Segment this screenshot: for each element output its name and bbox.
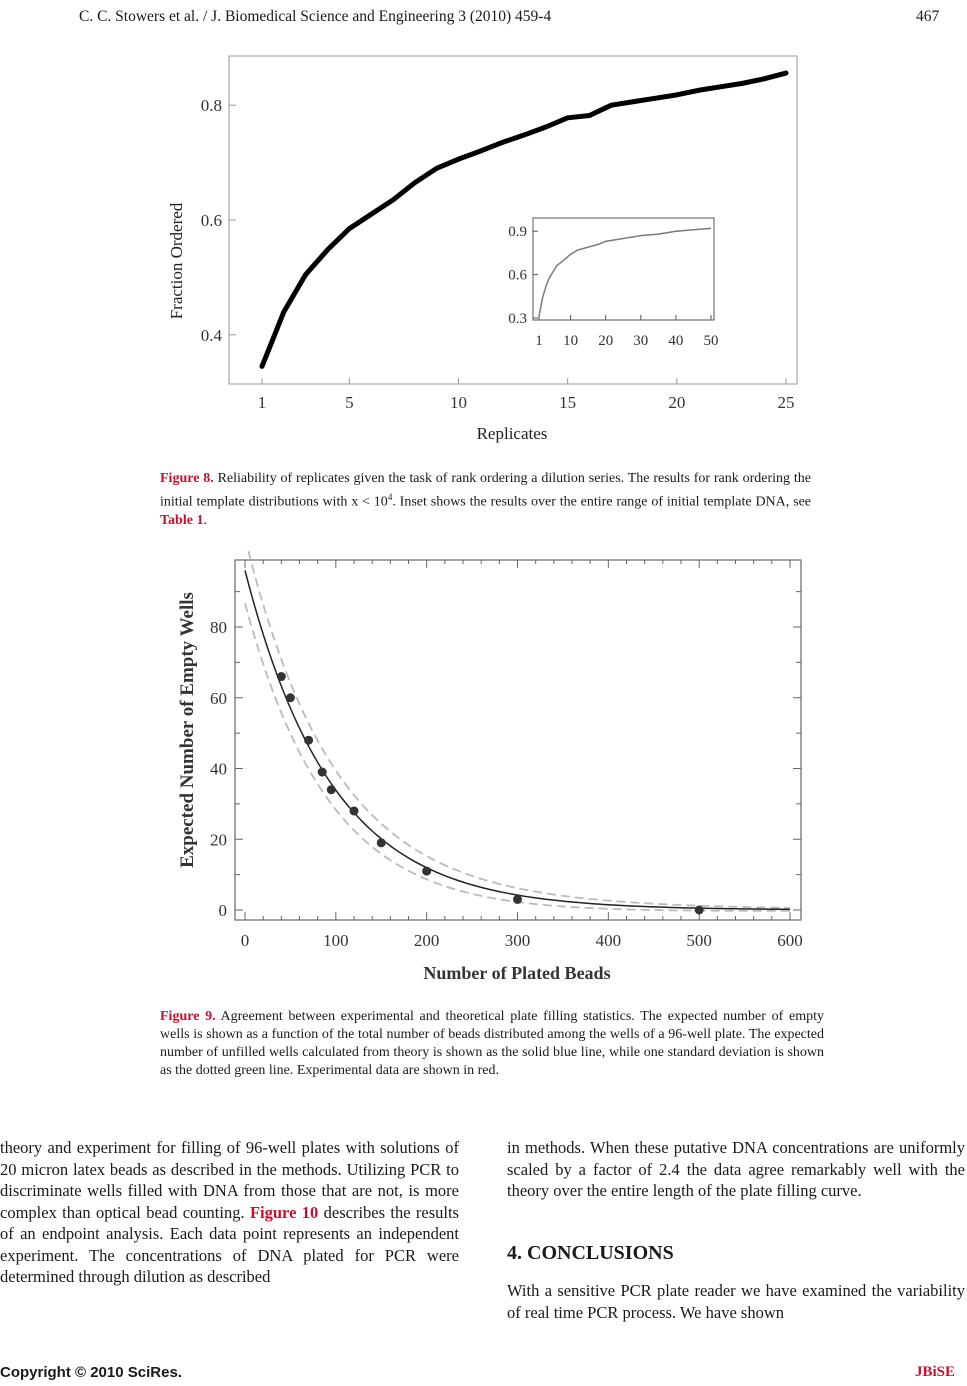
fig9-xlabel: Number of Plated Beads [423,963,611,983]
fig8-ytick-label: 0.8 [200,96,222,116]
inset-xtick-label: 50 [703,333,719,349]
fig8-xtick-label: 1 [257,393,267,412]
fig9-data-point [327,785,336,794]
figure-9-chart [0,550,967,990]
page-number: 467 [916,8,940,25]
fig8-xtick-label: 25 [777,393,795,412]
fig9-data-point [422,867,431,876]
inset-xtick-label: 20 [598,333,614,349]
body-right-text-2: With a sensitive PCR plate reader we have examined the variability of real time PCR process. We have shown [507,1281,965,1322]
body-left-text-2: describes the results of an endpoint analysis. Each data point represents an independent experiment. The concentrations of DNA plated for PCR were determined through dilution as described [0,1202,459,1286]
body-right-paragraph-2 [507,1280,965,1323]
figure-8-label: Figure 8. [160,471,214,486]
inset-xtick-label: 40 [668,333,684,349]
fig9-xtick-label: 100 [323,931,349,950]
inset-ytick-label: 0.3 [508,311,527,327]
figure-9-label: Figure 9. [160,1009,216,1024]
fig8-xtick-label: 20 [668,393,686,412]
fig9-data-point [695,906,704,915]
figure-9-caption-text: Agreement between experimental and theoretical plate filling statistics. The expected number of empty wells is shown as a function of the total number of beads distributed among the wells of a 96-well plate. The expected number of unfilled wells calculated from theory is shown as the solid blue line, while one standard deviation is shown as the dotted green line. Experimental data are shown in red. [160,1009,824,1078]
fig9-upper-sd-line [245,550,790,908]
fig9-ylabel: Expected Number of Empty Wells [177,592,198,868]
figure-8-chart [0,40,967,450]
fig9-ytick-label: 0 [218,901,227,920]
fig8-xtick-label: 10 [450,393,467,412]
body-left-column [0,1137,459,1288]
footer-copyright: Copyright © 2010 SciRes. [0,1364,182,1381]
fig8-ytick-label: 0.6 [200,211,222,230]
fig8-xlabel: Replicates [476,424,548,443]
fig9-data-point [377,838,386,847]
fig9-theory-line [245,570,790,909]
footer-journal: JBiSE [915,1364,956,1380]
running-header [79,8,551,26]
fig9-data-point [513,895,522,904]
fig9-xtick-label: 400 [595,931,622,950]
fig9-xtick-label: 600 [777,931,803,950]
figure-9-caption [160,1008,824,1080]
inset-ytick-label: 0.6 [508,267,527,284]
fig9-data-point [304,736,313,745]
fig9-data-point [277,672,286,681]
inset-ytick-label: 0.9 [508,224,527,241]
fig9-ytick-label: 80 [210,618,227,637]
figure-8-caption [160,470,811,530]
fig8-xtick-label: 5 [345,393,354,412]
fig9-ytick-label: 60 [210,688,227,708]
fig8-inset-frame [533,218,714,320]
running-title: C. C. Stowers et al. / J. Biomedical Science and Engineering 3 (2010) 459-4 [79,8,552,25]
section-heading: 4. CONCLUSIONS [507,1242,674,1264]
fig9-xtick-label: 300 [504,931,531,950]
figure-8-caption-end: . [203,512,207,528]
fig9-xtick-label: 200 [413,931,440,950]
body-right-column [507,1137,965,1202]
fig8-ytick-label: 0.4 [200,325,222,345]
fig9-data-point [318,768,327,777]
table-1-link[interactable]: Table 1 [160,512,204,528]
body-right-text-1: in methods. When these putative DNA concentrations are uniformly scaled by a factor of 2.4 the data agree remarkably well with the theory over the entire length of the plate filling curve. [507,1138,965,1200]
fig9-ytick-label: 40 [210,759,227,779]
body-left-text-1: theory and experiment for filling of 96-well plates with solutions of 20 micron latex beads as described in the methods. Utilizing PCR to discriminate wells filled with DNA from those that are not, is more complex than optical bead counting. [0,1138,459,1222]
figure-10-link[interactable]: Figure 10 [249,1202,319,1222]
fig9-lower-sd-line [245,603,790,910]
fig8-ylabel: Fraction Ordered [167,202,186,320]
inset-xtick-label: 10 [563,333,579,349]
figure-8-caption-sup: 4 [387,492,393,502]
figure-8-caption-text-2: . Inset shows the results over the entire range of initial template DNA, see [392,494,812,510]
fig9-xtick-label: 500 [686,931,712,950]
fig9-xtick-label: 0 [240,931,250,950]
figure-8-caption-text-1: Reliability of replicates given the task of rank ordering a dilution series. The results for rank ordering the initial template distributions with x < 10 [160,471,811,510]
inset-xtick-label: 30 [633,333,649,349]
fig9-data-point [286,693,295,702]
fig9-ytick-label: 20 [210,830,227,850]
fig9-data-point [350,806,359,815]
inset-xtick-label: 1 [535,333,543,349]
fig8-xtick-label: 15 [559,393,577,412]
fig9-plot-frame [235,560,801,920]
